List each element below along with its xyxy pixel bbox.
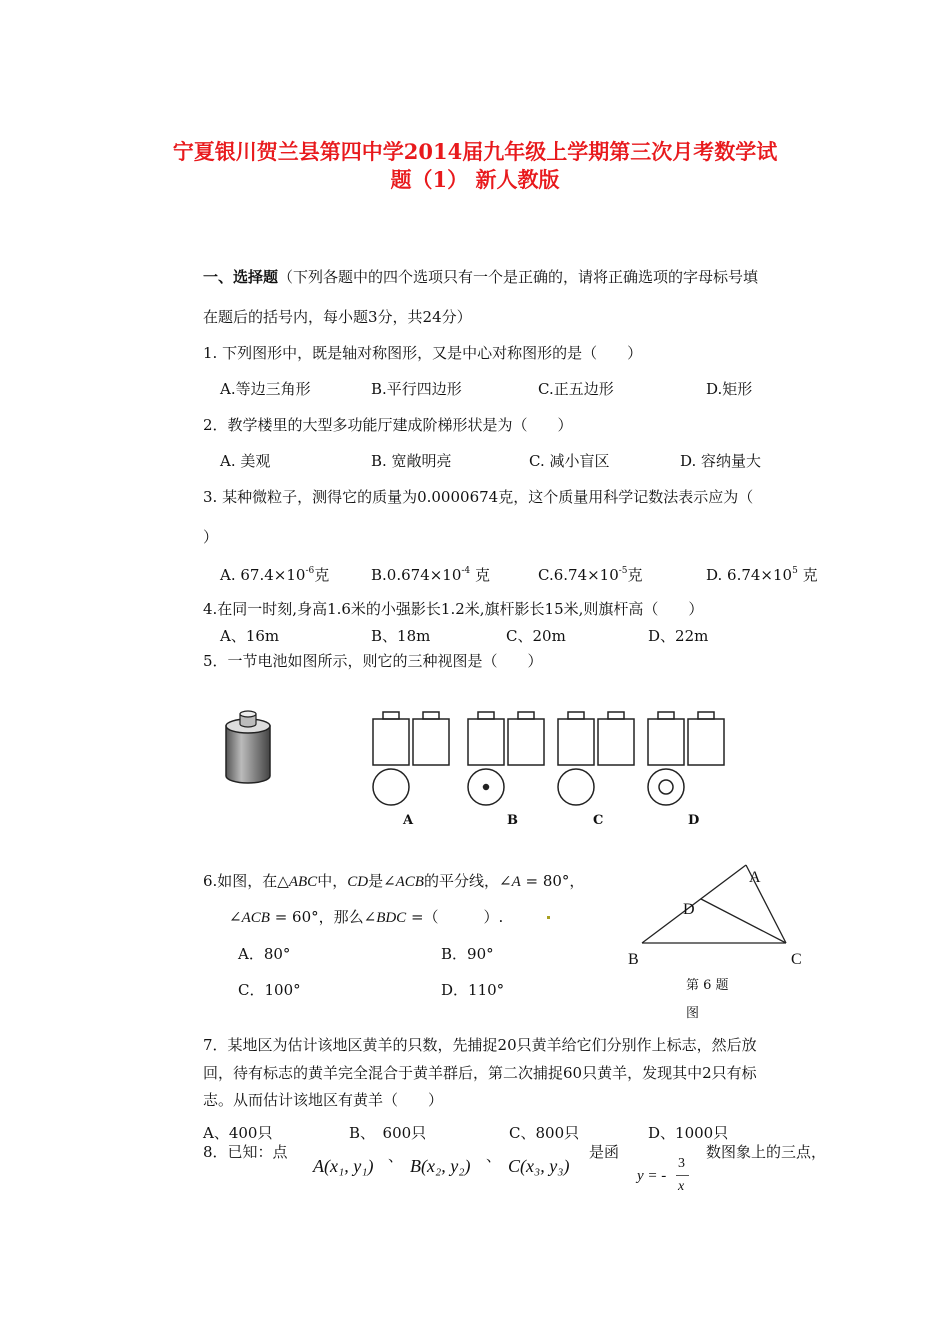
q3-option-d: D. $6.74\times 10^5$ 克 xyxy=(706,566,818,584)
page-title-line2: 题（1） 新人教版 xyxy=(390,167,560,192)
q6-option-a: A．80° xyxy=(238,945,291,963)
q3-stem-line1: 3. 某种微粒子，测得它的质量为0.0000674克，这个质量用科学记数法表示应为（ xyxy=(203,488,754,506)
q4-stem: 4.在同一时刻,身高1.6米的小强影长1.2米,旗杆影长15米,则旗杆高（ ） xyxy=(203,600,704,618)
q7-line1: 7．某地区为估计该地区黄羊的只数，先捕捉20只黄羊给它们分别作上标志，然后放 xyxy=(203,1036,757,1054)
q7-option-b: B、 600只 xyxy=(349,1124,427,1142)
q2-option-b: B. 宽敞明亮 xyxy=(371,452,452,470)
q5-option-d-views xyxy=(648,712,724,805)
q5-options-figure xyxy=(368,705,738,835)
q8-func-denominator: x xyxy=(678,1179,685,1194)
q6-label-b: B xyxy=(628,951,639,968)
q4-option-d: D、22m xyxy=(648,627,709,645)
q8-sep-2: 、 xyxy=(486,1147,502,1165)
q6-option-c: C．100° xyxy=(238,981,301,999)
q6-triangle-figure xyxy=(630,855,810,955)
page-title-line1: 宁夏银川贺兰县第四中学2014届九年级上学期第三次月考数学试 xyxy=(172,139,778,164)
q7-option-a: A、400只 xyxy=(203,1124,273,1142)
q1-option-b: B.平行四边形 xyxy=(371,380,462,398)
q8-func-numerator: 3 xyxy=(678,1156,685,1171)
q6-caption-line2: 图 xyxy=(686,1006,700,1021)
q1-option-a: A.等边三角形 xyxy=(220,380,311,398)
q6-option-d: D．110° xyxy=(441,981,505,999)
battery-figure xyxy=(218,706,278,786)
q6-caption-line1: 第 6 题 xyxy=(686,978,729,993)
q4-option-a: A、16m xyxy=(220,627,280,645)
q5-label-b: B xyxy=(507,813,518,828)
q4-option-b: B、18m xyxy=(371,627,431,645)
q5-label-a: A xyxy=(403,813,414,828)
q6-stem-line1: 6.如图，在△ABC中，CD是∠ACB的平分线，∠A = 80°， xyxy=(203,872,585,890)
q6-label-a: A xyxy=(749,869,761,886)
q4-option-c: C、20m xyxy=(506,627,566,645)
q1-stem: 1. 下列图形中，既是轴对称图形，又是中心对称图形的是（ ） xyxy=(203,344,643,362)
q8-sep-1: 、 xyxy=(388,1147,404,1165)
q5-option-c-views xyxy=(558,712,634,805)
q8-mid: 是函 xyxy=(589,1143,620,1161)
section-heading-bold: 一、选择题 xyxy=(203,268,279,286)
q3-option-b: $B.0.674\times 10^{-4}$ 克 xyxy=(371,566,490,584)
section-heading-rest: （下列各题中的四个选项只有一个是正确的，请将正确选项的字母标号填 xyxy=(278,268,759,286)
q6-label-c: C xyxy=(791,951,802,968)
q2-option-d: D. 容纳量大 xyxy=(680,452,762,470)
q3-option-a: A. $67.4\times 10^{-6}$克 xyxy=(220,566,330,584)
q5-label-c: C xyxy=(593,813,604,828)
q6-label-d: D xyxy=(683,901,695,918)
q2-option-a: A. 美观 xyxy=(220,452,271,470)
q5-stem: 5．一节电池如图所示，则它的三种视图是（ ） xyxy=(203,652,543,670)
q6-stem-line2: ∠ACB = 60°，那么∠BDC =（ ）. xyxy=(229,908,504,926)
q8-fraction-bar xyxy=(676,1175,689,1176)
q1-option-c: C.正五边形 xyxy=(538,380,614,398)
q5-option-a-views xyxy=(373,712,449,805)
q7-option-d: D、1000只 xyxy=(648,1124,729,1142)
q8-prefix: 8．已知：点 xyxy=(203,1143,288,1161)
section-heading xyxy=(203,266,758,287)
q8-point-b: B(x₂, y₂) xyxy=(410,1156,471,1176)
q2-stem: 2．教学楼里的大型多功能厅建成阶梯形状是为（ ） xyxy=(203,416,573,434)
q2-option-c: C. 减小盲区 xyxy=(529,452,610,470)
q7-line2: 回，待有标志的黄羊完全混合于黄羊群后，第二次捕捉60只黄羊，发现其中2只有标 xyxy=(203,1064,757,1082)
q5-label-d: D xyxy=(688,813,700,828)
stray-dot xyxy=(547,916,550,919)
q8-point-c: C(x₃, y₃) xyxy=(508,1156,570,1176)
q3-option-c: $C.6.74\times 10^{-5}$克 xyxy=(538,566,643,584)
q5-option-b-views xyxy=(468,712,544,805)
q1-option-d: D.矩形 xyxy=(706,380,753,398)
q8-suffix: 数图象上的三点， xyxy=(706,1143,827,1161)
q8-func-y: y = - xyxy=(637,1168,667,1184)
section-heading-line2: 在题后的括号内，每小题3分，共24分） xyxy=(203,308,472,326)
q6-option-b: B．90° xyxy=(441,945,494,963)
q7-line3: 志。从而估计该地区有黄羊（ ） xyxy=(203,1091,444,1109)
q3-stem-line2: ） xyxy=(203,528,219,546)
q7-option-c: C、800只 xyxy=(509,1124,580,1142)
q8-point-a: A(x₁, y₁) xyxy=(313,1156,374,1176)
